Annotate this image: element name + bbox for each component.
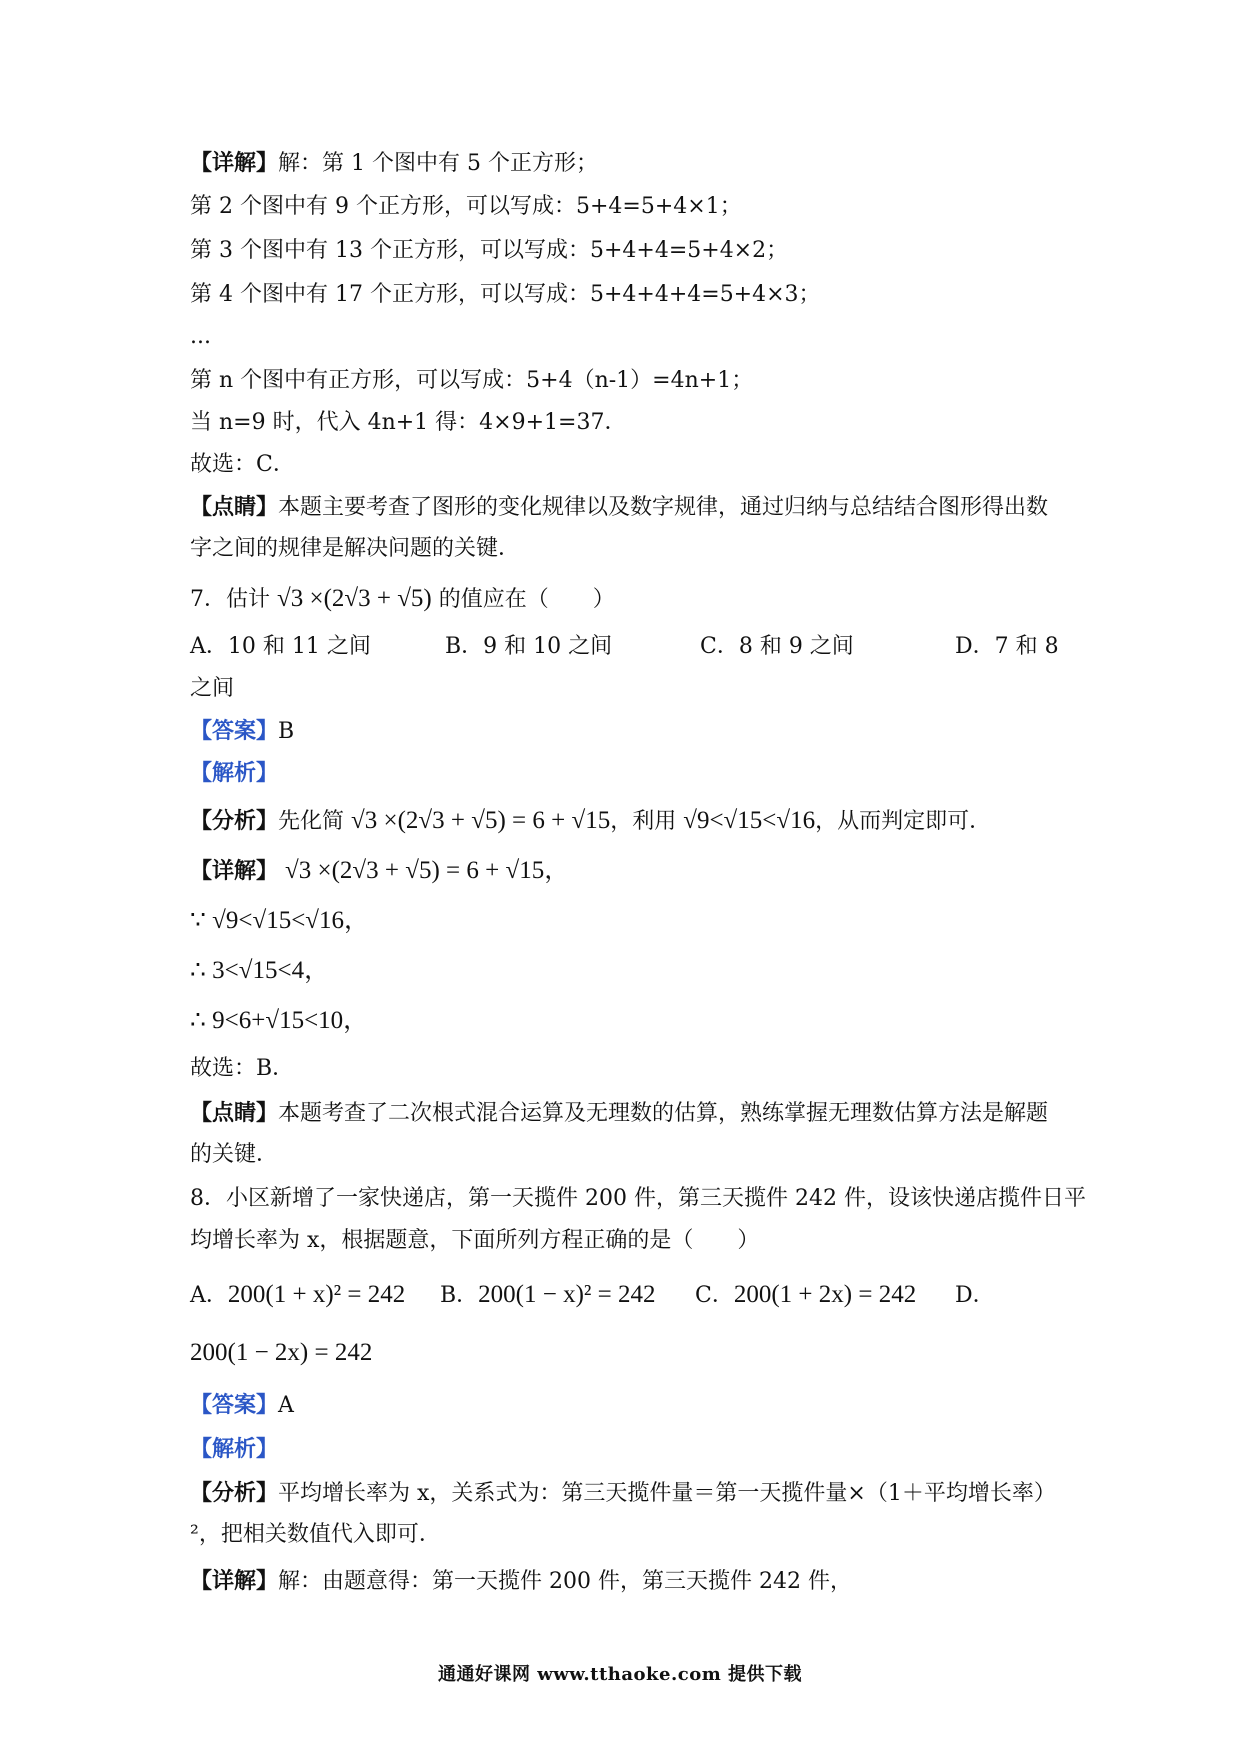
text-line: 故选：C． — [190, 452, 295, 477]
section-tag: 【点睛】 — [190, 1100, 279, 1126]
text-line — [190, 856, 1060, 887]
answer-tag: 【答案】 — [190, 718, 279, 744]
option-d: 200(1 − 2x) = 242 — [190, 1339, 373, 1366]
text-line — [190, 492, 1060, 523]
question-7-options — [190, 632, 1060, 662]
text-line: 第 n 个图中有正方形，可以写成：5+4（n-1）=4n+1； — [190, 368, 754, 393]
section-tag: 【详解】 — [190, 1568, 279, 1594]
section-tag: 【分析】 — [190, 1480, 279, 1506]
math-expression: √9<√15<√16 — [683, 807, 816, 834]
question-8-stem: 均增长率为 x，根据题意，下面所列方程正确的是（ ） — [190, 1228, 760, 1253]
option-a — [190, 1280, 440, 1311]
math-expression: √3 ×(2√3 + √5) — [277, 585, 432, 612]
option-c: C．8 和 9 之间 — [700, 634, 854, 659]
text-span: 解：第 1 个图中有 5 个正方形； — [278, 151, 598, 176]
analysis-tag: 【解析】 — [190, 760, 279, 786]
section-tag: 【分析】 — [190, 808, 279, 834]
math-expression: √3 ×(2√3 + √5) = 6 + √15， — [285, 857, 570, 884]
answer-line — [190, 1390, 1060, 1421]
option-a: A．10 和 11 之间 — [190, 634, 371, 659]
section-tag: 【点睛】 — [190, 494, 279, 520]
text-span: 7．估计 — [190, 587, 270, 612]
option-b: B．9 和 10 之间 — [445, 634, 613, 659]
math-expression: 200(1 + x)² = 242 — [227, 1281, 406, 1308]
option-d: D．7 和 8 — [955, 634, 1059, 659]
text-line: 故选：B． — [190, 1056, 295, 1081]
analysis-tag: 【解析】 — [190, 1436, 279, 1462]
text-line: 当 n=9 时，代入 4n+1 得：4×9+1=37． — [190, 410, 627, 435]
text-line — [190, 806, 1060, 837]
option-d-label: D． — [955, 1283, 995, 1308]
answer-line — [190, 716, 1060, 747]
text-line: 字之间的规律是解决问题的关键． — [190, 536, 521, 561]
math-expression: 200(1 − x)² = 242 — [478, 1281, 656, 1308]
math-expression: 200(1 + 2x) = 242 — [733, 1281, 917, 1308]
math-expression: √3 ×(2√3 + √5) = 6 + √15 — [351, 807, 611, 834]
question-7-stem — [190, 584, 1060, 615]
text-span: 先化简 — [278, 809, 345, 834]
text-line — [190, 1566, 1060, 1597]
analysis-heading — [190, 1434, 1060, 1465]
text-span: 平均增长率为 x，关系式为：第三天揽件量＝第一天揽件量×（1＋平均增长率） — [278, 1481, 1056, 1506]
text-line: 第 4 个图中有 17 个正方形，可以写成：5+4+4+4=5+4×3； — [190, 282, 821, 307]
math-line: ∴ 3<√15<4， — [190, 957, 330, 984]
text-span: 本题考查了二次根式混合运算及无理数的估算，熟练掌握无理数估算方法是解题 — [278, 1101, 1049, 1126]
question-8-stem: 8．小区新增了一家快递店，第一天揽件 200 件，第三天揽件 242 件，设该快递店揽件日平 — [190, 1186, 1086, 1211]
analysis-heading — [190, 758, 1060, 789]
text-span: 本题主要考查了图形的变化规律以及数字规律，通过归纳与总结结合图形得出数 — [278, 495, 1049, 520]
text-line: ²，把相关数值代入即可． — [190, 1522, 441, 1547]
question-8-options — [190, 1280, 1060, 1311]
text-span: 的值应在（ ） — [438, 587, 615, 612]
section-tag: 【详解】 — [190, 150, 279, 176]
answer-value: A — [278, 1393, 294, 1418]
text-line: 第 2 个图中有 9 个正方形，可以写成：5+4=5+4×1； — [190, 194, 742, 219]
section-tag: 【详解】 — [190, 858, 279, 884]
ellipsis-line: ... — [190, 324, 211, 349]
text-line: 第 3 个图中有 13 个正方形，可以写成：5+4+4=5+4×2； — [190, 238, 789, 263]
math-line: ∴ 9<6+√15<10， — [190, 1007, 369, 1034]
math-line: ∵ √9<√15<√16， — [190, 907, 370, 934]
text-span: ，利用 — [610, 809, 677, 834]
page-footer: 通通好课网 www.tthaoke.com 提供下载 — [437, 1664, 803, 1685]
option-c — [695, 1280, 955, 1311]
option-b — [440, 1280, 695, 1311]
option-label: C． — [695, 1283, 734, 1308]
option-label: B． — [440, 1283, 479, 1308]
text-span: 解：由题意得：第一天揽件 200 件，第三天揽件 242 件， — [278, 1569, 852, 1594]
answer-tag: 【答案】 — [190, 1392, 279, 1418]
text-line — [190, 148, 1060, 179]
option-label: A． — [190, 1283, 228, 1308]
text-line — [190, 1098, 1060, 1129]
text-span: ，从而判定即可． — [815, 809, 992, 834]
text-line: 的关键． — [190, 1142, 279, 1167]
answer-value: B — [278, 719, 295, 744]
text-line: 之间 — [190, 676, 235, 701]
text-line — [190, 1478, 1060, 1509]
